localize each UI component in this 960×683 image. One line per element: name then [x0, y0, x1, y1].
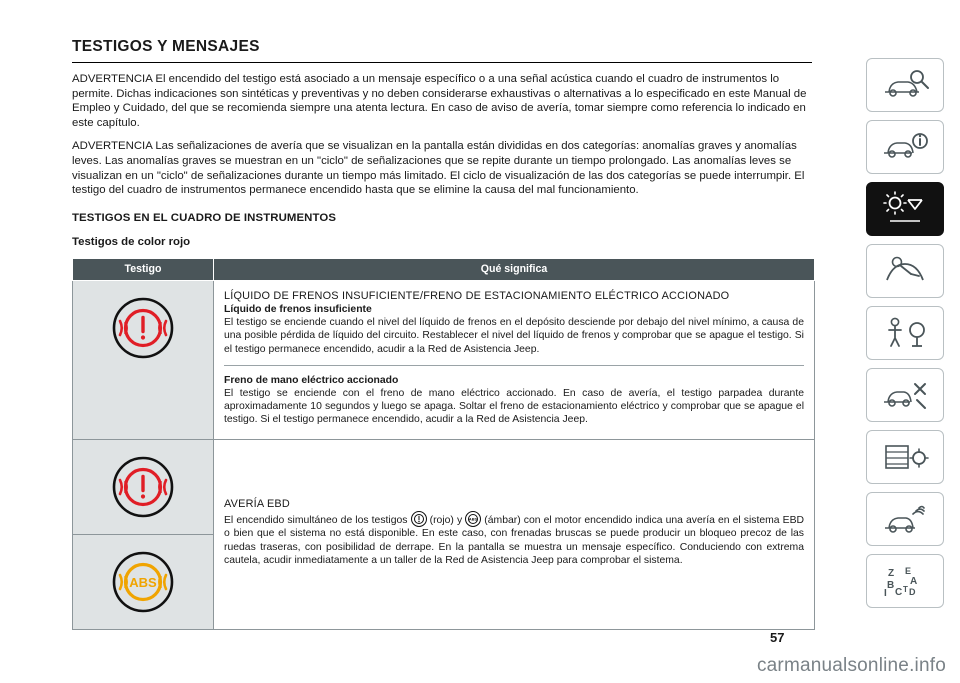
abs-warning-inline-icon — [465, 511, 481, 527]
tab-vehicle-knowledge[interactable] — [866, 58, 944, 112]
page-title: TESTIGOS Y MENSAJES — [72, 38, 812, 63]
tab-index[interactable] — [866, 554, 944, 608]
table-header-row — [73, 258, 815, 280]
svg-text:E: E — [905, 566, 912, 576]
tab-technical-data[interactable] — [866, 430, 944, 484]
tab-warning-lights[interactable] — [866, 182, 944, 236]
telltale-icon-cell — [73, 280, 214, 439]
row2-text — [224, 511, 804, 567]
row1-block1-title: Líquido de frenos insuficiente — [224, 303, 372, 315]
watermark: carmanualsonline.info — [756, 655, 946, 676]
svg-text:T: T — [903, 585, 908, 594]
brake-warning-inline-icon — [411, 511, 427, 527]
brake-warning-icon — [73, 440, 213, 535]
abs-warning-icon — [73, 535, 213, 629]
tab-multimedia[interactable] — [866, 492, 944, 546]
svg-text:B: B — [887, 580, 895, 591]
brake-warning-icon — [73, 297, 213, 359]
tab-starting-driving[interactable] — [866, 244, 944, 298]
svg-text:Z: Z — [888, 568, 895, 579]
page-number: 57 — [770, 630, 785, 645]
svg-text:D: D — [909, 587, 916, 597]
section-subheading: Testigos de color rojo — [72, 235, 191, 248]
row2-title: AVERÍA EBD — [224, 498, 290, 511]
intro-paragraph-2: ADVERTENCIA Las señalizaciones de avería que se visualizan en la pantalla están divididas en dos categorías: anomalías graves y anomalías leves. Las anomalías graves se muestran en un "ciclo" de señalizaciones que se repite durante un tiempo prolongado. Las anomalías leves se visualizan en un "ciclo" de señalizaciones durante un tiempo más limitado. El ciclo de visualización de las dos categorías se puede interrumpir. El testigo del cuadro de instrumentos permanece encendido hasta que se elimine la causa del mal funcionamiento. — [72, 140, 805, 197]
telltale-icon-cell — [73, 439, 214, 629]
tab-dashboard-info[interactable] — [866, 120, 944, 174]
svg-text:ABS: ABS — [129, 574, 157, 590]
table-row — [73, 439, 815, 629]
column-header-meaning: Qué significa — [214, 258, 815, 280]
row1-title: LÍQUIDO DE FRENOS INSUFICIENTE/FRENO DE ESTACIONAMIENTO ELÉCTRICO ACCIONADO — [224, 289, 730, 302]
chapter-tab-rail — [866, 58, 944, 616]
row1-block2-text: El testigo se enciende con el freno de mano eléctrico accionado. En caso de avería, el testigo parpadea durante aproximadamente 10 segundos y luego se apaga. Soltar el freno de estacionamiento eléctrico y comprobar que se apague el testigo. Si el testigo permanece encendido, acudir a la Red de Asistencia Jeep. — [224, 387, 804, 426]
telltale-description-cell — [214, 280, 815, 439]
row2-text-inline2: (ámbar) con el motor encendido indica una avería en el sistema EBD o bien que el sistema no está disponible. En este caso, con frenadas bruscas se puede producir un bloqueo precoz de las ruedas traseras, con posibilidad de derrape. En la pantalla se muestra un mensaje específico. Conduciendo con extrema cautela, acudir inmediatamente a un taller de la Red de Asistencia Jeep para comprobar el sistema. — [224, 515, 805, 566]
svg-text:A: A — [910, 576, 918, 587]
svg-text:I: I — [884, 588, 887, 598]
row2-text-inline1: (rojo) y — [429, 515, 466, 527]
row1-block1-text: El testigo se enciende cuando el nivel del líquido de frenos en el depósito desciende por debajo del nivel mínimo, a causa de una posible pérdida de líquido del circuito. Restablecer el nivel del líquido de frenos y comprobar que se apague el testigo. Si el testigo permanece encendido, acudir a la Red de Asistencia Jeep. — [224, 317, 804, 355]
svg-text:ABS: ABS — [469, 516, 478, 522]
telltales-table — [72, 258, 815, 630]
intro-paragraph-1: ADVERTENCIA El encendido del testigo está asociado a un mensaje específico o a una señal acústica cuando el cuadro de instrumentos lo permite. Dichas indicaciones son sintéticas y preventivas y no deben considerarse exhaustivas o alternativas a lo especificado en este Manual de Empleo y Cuidado, del que se recomienda siempre una atenta lectura. En caso de aviso de avería, tomar siempre como referencia lo indicado en este capítulo. — [72, 73, 807, 129]
table-row — [73, 280, 815, 439]
row2-text-part1: El encendido simultáneo de los testigos — [224, 515, 411, 527]
row1-block2-title: Freno de mano eléctrico accionado — [224, 374, 399, 386]
section-heading: TESTIGOS EN EL CUADRO DE INSTRUMENTOS — [72, 211, 337, 224]
svg-text:C: C — [895, 587, 903, 598]
column-header-telltale: Testigo — [73, 258, 214, 280]
divider — [224, 365, 804, 366]
tab-emergency[interactable] — [866, 306, 944, 360]
telltale-description-cell — [214, 439, 815, 629]
page-content — [72, 38, 812, 630]
tab-maintenance[interactable] — [866, 368, 944, 422]
